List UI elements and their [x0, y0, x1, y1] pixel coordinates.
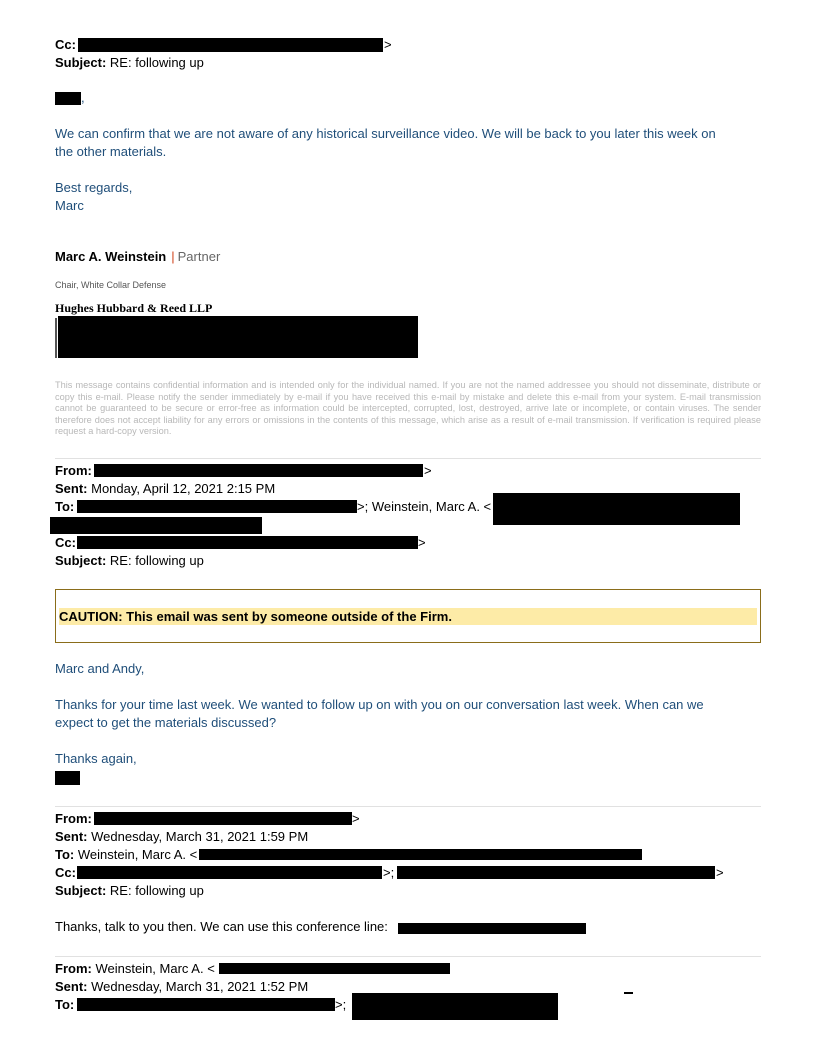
signature-chair: Chair, White Collar Defense — [55, 280, 167, 290]
subject-line: Subject: RE: following up — [55, 553, 204, 568]
from-tail: > — [424, 463, 432, 478]
email-body-line2: expect to get the materials discussed? — [55, 715, 277, 730]
cc-tail: > — [384, 37, 392, 52]
cc-line: Cc: — [55, 535, 76, 550]
reply-signoff-name: Marc — [55, 198, 84, 213]
from-tail: > — [352, 811, 360, 826]
signature-firm: Hughes Hubbard & Reed LLP — [55, 301, 213, 315]
signature-title: Partner — [177, 249, 221, 264]
caution-banner — [55, 589, 761, 643]
redaction — [397, 866, 715, 879]
to-mid: >; — [335, 997, 347, 1012]
email-closing: Thanks again, — [55, 751, 137, 766]
redaction-signoff — [55, 771, 80, 785]
divider — [55, 956, 761, 957]
reply-body: We can confirm that we are not aware of any historical surveillance video. We will be back to you later this week on — [55, 126, 716, 141]
divider — [55, 806, 761, 807]
redaction — [219, 963, 450, 974]
to-mid: >; Weinstein, Marc A. < — [357, 499, 492, 514]
caution-text: CAUTION: This email was sent by someone outside of the Firm. — [59, 608, 757, 625]
cc-tail: > — [418, 535, 426, 550]
from-line: From: — [55, 811, 92, 826]
sent-line: Sent: Wednesday, March 31, 2021 1:52 PM — [55, 979, 309, 994]
redaction-greeting — [55, 92, 81, 105]
redaction — [50, 517, 262, 534]
divider — [55, 458, 761, 459]
cc-line: Cc: — [55, 37, 76, 52]
to-line: To: Weinstein, Marc A. < — [55, 847, 198, 862]
email-body: Thanks, talk to you then. We can use this conference line: — [55, 919, 388, 934]
from-line: From: — [55, 463, 92, 478]
reply-body-line2: the other materials. — [55, 144, 167, 159]
signature-separator: | — [171, 249, 175, 264]
redaction — [94, 464, 423, 477]
cc-tail: > — [716, 865, 724, 880]
to-line: To: — [55, 997, 75, 1012]
redaction — [78, 38, 383, 52]
redaction — [77, 866, 382, 879]
sent-line: Sent: Monday, April 12, 2021 2:15 PM — [55, 481, 276, 496]
confidentiality-disclaimer: This message contains confidential information and is intended only for the individual named. If you are not the named addressee you should not disseminate, distribute or copy this e-mail. Please notify the sender immediately by e-mail if you have received this e-mail by mistake and delete this e-mail from your system. E-mail transmission cannot be guaranteed to be secure or error-free as information could be intercepted, corrupted, lost, destroyed, arrive late or incomplete, or contain viruses. The sender therefore does not accept liability for any errors or omissions in the contents of this message, which arise as a result of e-mail transmission. If verification is required please request a hard-copy version. — [55, 380, 761, 437]
redaction — [77, 536, 418, 549]
redaction — [199, 849, 642, 860]
cc-mid: >; — [383, 865, 395, 880]
to-line: To: — [55, 499, 75, 514]
redaction — [493, 493, 740, 525]
greeting-tail: , — [81, 90, 85, 105]
reply-closing: Best regards, — [55, 180, 133, 195]
redaction — [77, 998, 335, 1011]
redaction — [94, 812, 352, 825]
signature-name-line — [55, 249, 220, 264]
redaction-signature-contact — [58, 316, 418, 358]
sent-line: Sent: Wednesday, March 31, 2021 1:59 PM — [55, 829, 309, 844]
email-body: Thanks for your time last week. We wanted to follow up on with you on our conversation last week. When can we — [55, 697, 704, 712]
from-line: From: Weinstein, Marc A. < — [55, 961, 215, 976]
redaction — [352, 993, 558, 1020]
redaction — [77, 500, 357, 513]
redaction — [398, 923, 586, 934]
subject-line: Subject: RE: following up — [55, 55, 204, 70]
salutation: Marc and Andy, — [55, 661, 145, 676]
stray-mark — [624, 992, 633, 994]
cc-line: Cc: — [55, 865, 76, 880]
signature-name: Marc A. Weinstein — [55, 249, 167, 264]
subject-line: Subject: RE: following up — [55, 883, 204, 898]
